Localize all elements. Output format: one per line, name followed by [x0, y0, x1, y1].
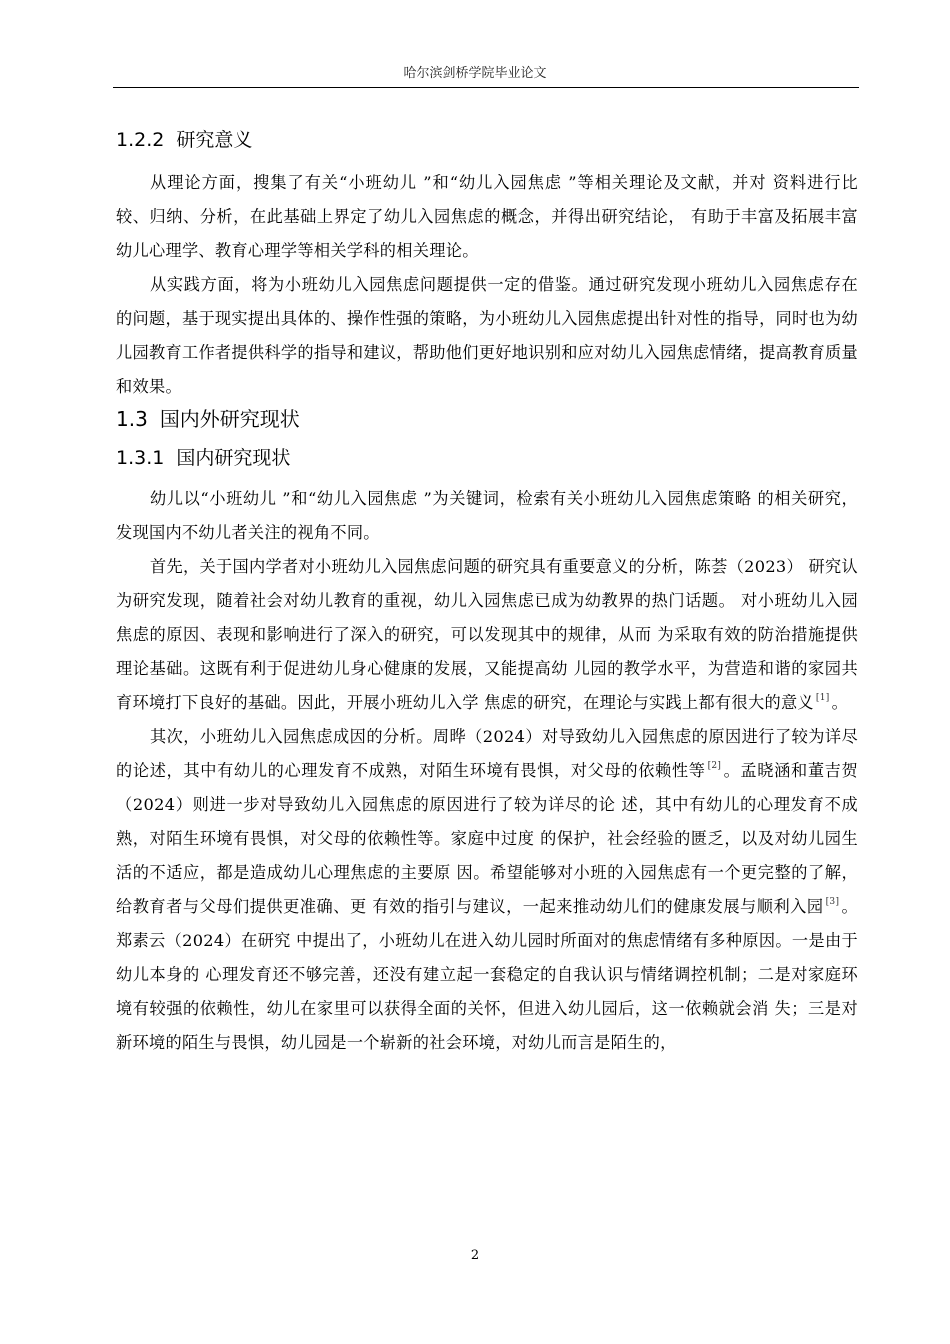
paragraph-keywords: 幼儿以“小班幼儿 ”和“幼儿入园焦虑 ”为关键词，检索有关小班幼儿入园焦虑策略 的相关研究，发现国内不幼儿者关注的视角不同。	[116, 489, 858, 542]
paragraph-practice: 从实践方面，将为小班幼儿入园焦虑问题提供一定的借鉴。通过研究发现小班幼儿入园焦虑存在的问题，基于现实提出具体的、操作性强的策略，为小班幼儿入园焦虑提出针对性的指导，同时也为幼儿园教育工作者提供科学的指导和建议，帮助他们更好地识别和应对幼儿入园焦虑情绪，提高教育质量和效果。	[116, 275, 858, 396]
section-heading-1-2-2	[116, 126, 858, 160]
section-number: 1.3	[116, 407, 148, 431]
paragraph-text: 。郑素云（2024）在研究 中提出了，小班幼儿在进入幼儿园时所面对的焦虑情绪有多种原因。一是由于幼儿本身的 心理发育还不够完善，还没有建立起一套稳定的自我认识与情绪调控机制；二是对家庭环 境有较强的依赖性，幼儿在家里可以获得全面的关怀，但进入幼儿园后，这一依赖就会消 失；三是对新环境的陌生与畏惧，幼儿园是一个崭新的社会环境，对幼儿而言是陌生的，	[116, 897, 858, 1052]
section-title: 国内研究现状	[176, 447, 291, 469]
section-title: 研究意义	[176, 129, 253, 151]
paragraph-theory: 从理论方面，搜集了有关“小班幼儿 ”和“幼儿入园焦虑 ”等相关理论及文献，并对 资料进行比较、归纳、分析，在此基础上界定了幼儿入园焦虑的概念，并得出研究结论， 有助于丰富及拓展丰富幼儿心理学、教育心理学等相关学科的相关理论。	[116, 173, 858, 260]
paragraph-text: 。孟晓涵和董吉贺（2024）则进一步对导致幼儿入园焦虑的原因进行了较为详尽的论 述，其中有幼儿的心理发育不成熟，对陌生环境有畏惧，对父母的依赖性等。家庭中过度 的保护，社会经验的匮乏，以及对幼儿园生活的不适应，都是造成幼儿心理焦虑的主要原 因。希望能够对小班的入园焦虑有一个更完整的了解，给教育者与父母们提供更准确、更 有效的指引与建议，一起来推动幼儿们的健康发展与顺利入园	[116, 761, 858, 916]
paragraph-text: 首先，关于国内学者对小班幼儿入园焦虑问题的研究具有重要意义的分析，陈荟（2023） 研究认为研究发现，随着社会对幼儿教育的重视，幼儿入园焦虑已成为幼教界的热门话题。 对小班幼儿入园焦虑的原因、表现和影响进行了深入的研究，可以发现其中的规律，从而 为采取有效的防治措施提供理论基础。这既有利于促进幼儿身心健康的发展，又能提高幼 儿园的教学水平，为营造和谐的家园共育环境打下良好的基础。因此，开展小班幼儿入学 焦虑的研究，在理论与实践上都有很大的意义	[116, 557, 858, 712]
section-heading-1-3-1	[116, 444, 858, 478]
paragraph-second	[116, 720, 858, 1060]
page-content	[116, 120, 858, 1060]
citation-3: [3]	[825, 897, 840, 907]
paragraph-text: 其次，小班幼儿入园焦虑成因的分析。周晔（2024）对导致幼儿入园焦虑的原因进行了较为详尽的论述，其中有幼儿的心理发育不成熟，对陌生环境有畏惧，对父母的依赖性等	[116, 727, 858, 780]
page-number: 2	[470, 1248, 480, 1263]
citation-1: [1]	[815, 693, 830, 703]
header-divider	[113, 87, 859, 88]
section-heading-1-3	[116, 404, 858, 438]
section-number: 1.3.1	[116, 447, 165, 469]
section-number: 1.2.2	[116, 129, 165, 151]
paragraph-end: 。	[831, 693, 849, 712]
running-header: 哈尔滨剑桥学院毕业论文	[403, 66, 547, 81]
section-title: 国内外研究现状	[159, 407, 300, 431]
paragraph-first	[116, 550, 858, 720]
citation-2: [2]	[707, 761, 722, 771]
